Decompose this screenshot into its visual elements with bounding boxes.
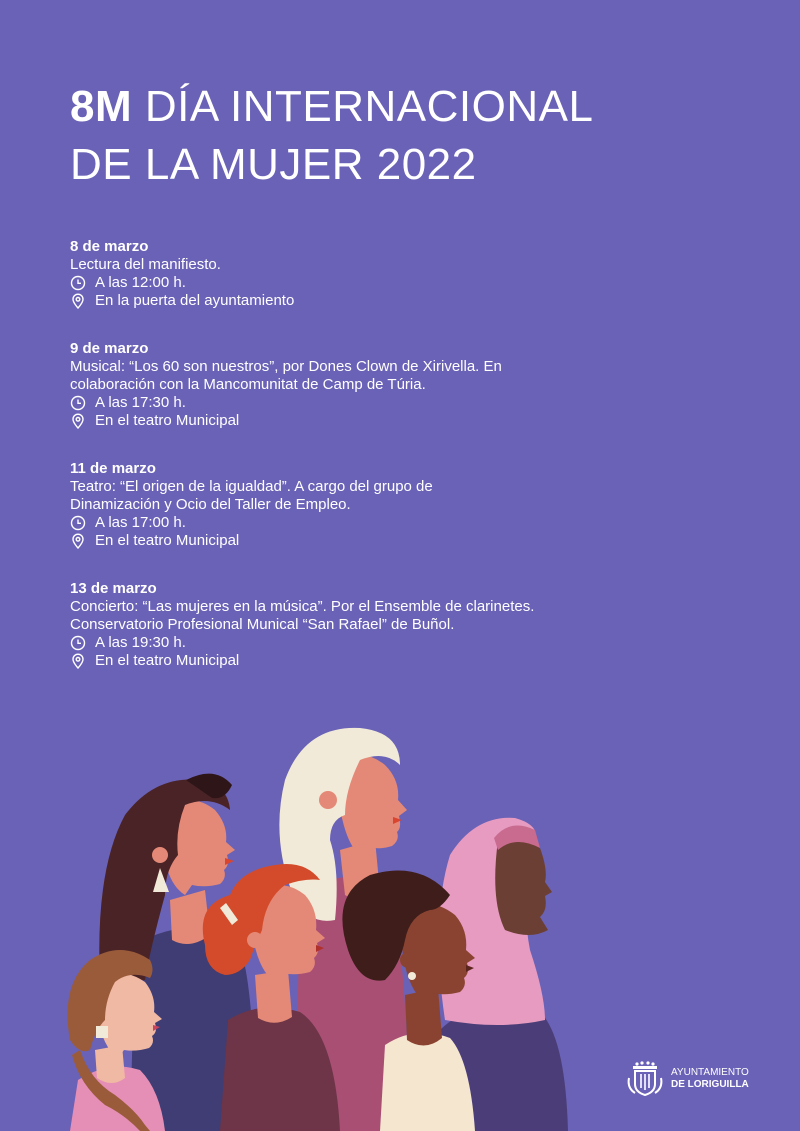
event-item [70,238,630,310]
clock-icon [70,635,86,651]
clock-icon [70,275,86,291]
title-line-2: DE LA MUJER 2022 [70,140,477,189]
location-pin-icon [70,413,86,429]
event-item [70,580,630,670]
event-location [70,532,630,550]
event-description: Dinamización y Ocio del Taller de Empleo. [70,496,351,513]
event-time [70,634,630,652]
event-time [70,394,630,412]
page-title [70,78,593,194]
event-location [70,412,630,430]
location-pin-icon [70,293,86,309]
title-8m: 8M [70,82,133,131]
woman-braid [68,950,166,1131]
event-description: Lectura del manifiesto. [70,256,221,273]
event-description: Musical: “Los 60 son nuestros”, por Dones Clown de Xirivella. En [70,358,502,375]
event-description: Conservatorio Profesional Munical “San Rafael” de Buñol. [70,616,455,633]
event-location-text: En el teatro Municipal [95,412,240,429]
event-time-text: A las 19:30 h. [95,634,186,651]
logo-text [671,1067,749,1091]
event-date: 9 de marzo [70,340,149,357]
municipality-logo [625,1060,749,1098]
event-date: 11 de marzo [70,460,156,477]
event-description: colaboración con la Mancomunitat de Camp de Túria. [70,376,426,393]
location-pin-icon [70,533,86,549]
event-location-text: En el teatro Municipal [95,652,240,669]
event-list [70,238,630,700]
event-location-text: En el teatro Municipal [95,532,240,549]
coat-of-arms-icon [625,1060,665,1098]
clock-icon [70,395,86,411]
event-time-text: A las 12:00 h. [95,274,186,291]
event-description: Teatro: “El origen de la igualdad”. A cargo del grupo de [70,478,433,495]
event-time [70,514,630,532]
event-location [70,292,630,310]
logo-line-1: AYUNTAMIENTO [671,1067,749,1078]
event-time [70,274,630,292]
event-time-text: A las 17:00 h. [95,514,186,531]
event-description: Concierto: “Las mujeres en la música”. Por el Ensemble de clarinetes. [70,598,535,615]
event-location-text: En la puerta del ayuntamiento [95,292,295,309]
event-date: 8 de marzo [70,238,149,255]
event-location [70,652,630,670]
logo-line-2: DE LORIGUILLA [671,1079,749,1090]
event-time-text: A las 17:30 h. [95,394,186,411]
clock-icon [70,515,86,531]
title-line-1-rest: DÍA INTERNACIONAL [144,82,594,131]
location-pin-icon [70,653,86,669]
title-line-1 [70,78,593,136]
event-item [70,460,630,550]
event-item [70,340,630,430]
event-date: 13 de marzo [70,580,157,597]
